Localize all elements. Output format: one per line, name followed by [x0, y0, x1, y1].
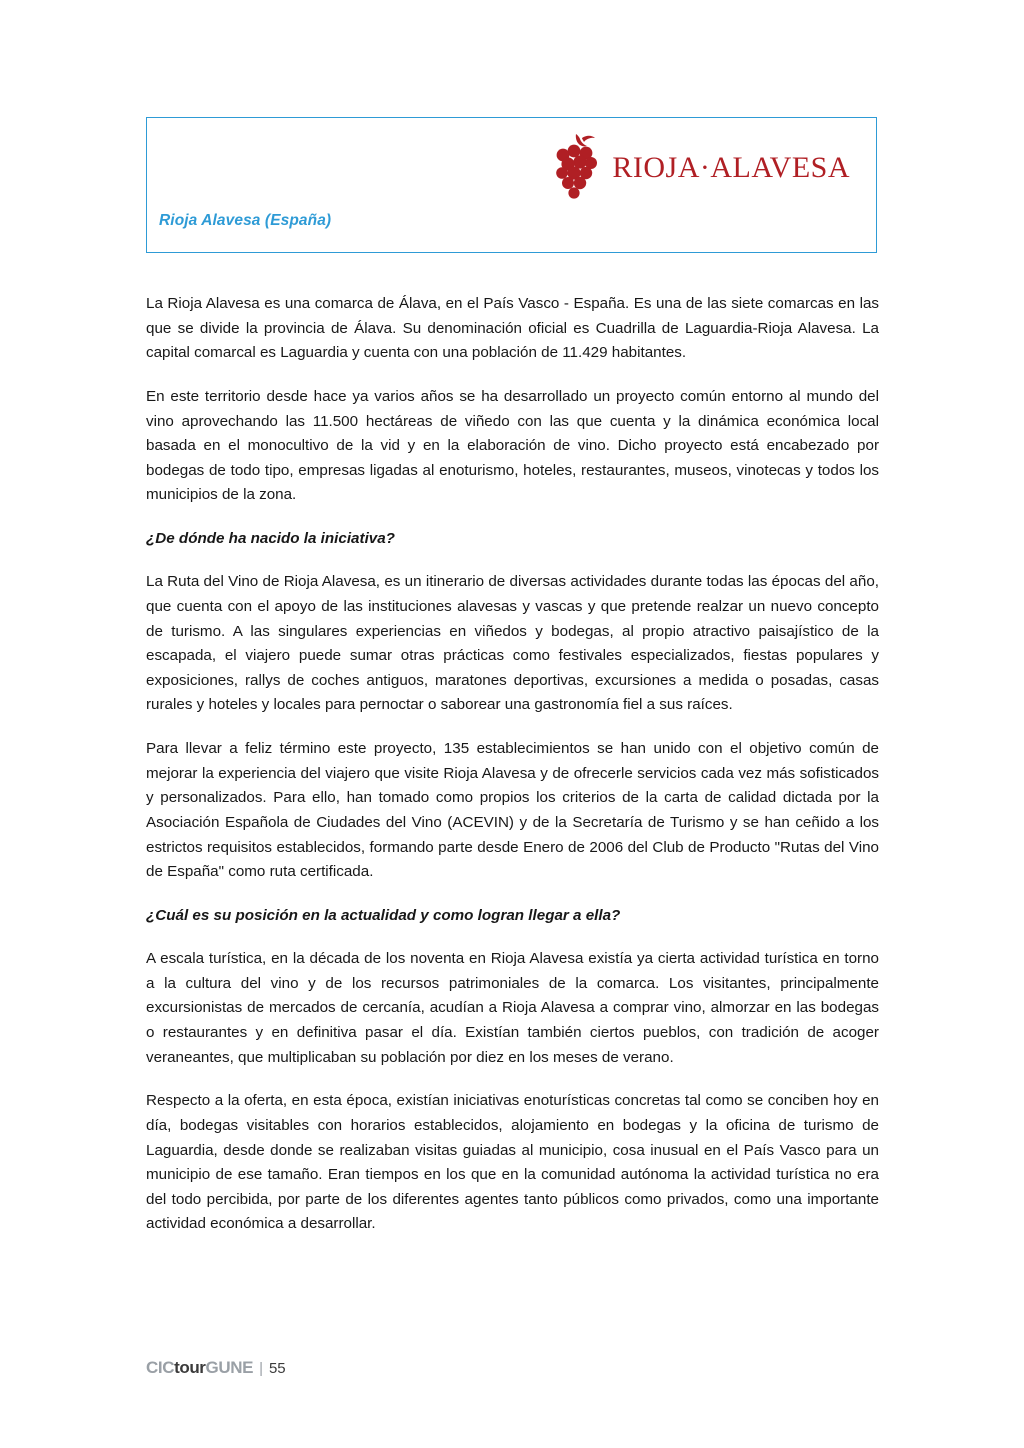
document-body	[146, 292, 879, 1256]
footer-logo	[146, 1358, 253, 1378]
paragraph: La Rioja Alavesa es una comarca de Álava, en el País Vasco - España. Es una de las siete comarcas en las que se divide la provincia de Álava. Su denominación oficial es Cuadrilla de Laguardia-Rioja Alavesa. La capital comarcal es Laguardia y cuenta con una población de 11.429 habitantes.	[146, 295, 879, 362]
rioja-alavesa-logo	[546, 132, 850, 204]
header-box	[146, 117, 877, 253]
footer-logo-part2: tour	[174, 1358, 206, 1377]
page-footer	[146, 1358, 286, 1378]
question-heading: ¿De dónde ha nacido la iniciativa?	[146, 530, 395, 547]
footer-separator: |	[259, 1360, 263, 1377]
footer-logo-part3: GUNE	[205, 1358, 254, 1377]
paragraph: Respecto a la oferta, en esta época, existían iniciativas enoturísticas concretas tal como se conciben hoy en día, bodegas visitables con horarios establecidos, alojamiento en bodegas y la oficina de turismo de Laguardia, desde donde se realizaban visitas guiadas al municipio, cosa inusual en el País Vasco para un municipio de ese tamaño. Eran tiempos en los que en la comunidad autónoma la actividad turística no era del todo percibida, por parte de los diferentes agentes tanto públicos como privados, como una importante actividad económica a desarrollar.	[146, 1092, 879, 1233]
paragraph: La Ruta del Vino de Rioja Alavesa, es un itinerario de diversas actividades durante todas las épocas del año, que cuenta con el apoyo de las instituciones alavesas y vascas y que pretende realzar un nuevo concepto de turismo. A las singulares experiencias en viñedos y bodegas, al propio atractivo paisajístico de la escapada, el viajero puede sumar otras prácticas como festivales especializados, fiestas populares y exposiciones, rallys de coches antiguos, maratones deportivas, excursiones a medida o posadas, casas rurales y hoteles y locales para pernoctar o saborear una gastronomía fiel a sus raíces.	[146, 573, 879, 714]
footer-logo-part1: CIC	[146, 1358, 175, 1377]
paragraph: En este territorio desde hace ya varios años se ha desarrollado un proyecto común entorno al mundo del vino aprovechando las 11.500 hectáreas de viñedo con las que cuenta y la dinámica económica local basada en el monocultivo de la vid y en la elaboración de vino. Dicho proyecto está encabezado por bodegas de todo tipo, empresas ligadas al enoturismo, hoteles, restaurantes, museos, vinotecas y todos los municipios de la zona.	[146, 387, 879, 504]
page-number: 55	[268, 1360, 286, 1377]
section-title: Rioja Alavesa (España)	[159, 212, 332, 229]
grape-cluster-icon	[546, 132, 602, 204]
paragraph: A escala turística, en la década de los noventa en Rioja Alavesa existía ya cierta actividad turística en torno a la cultura del vino y de los recursos patrimoniales de la comarca. Los visitantes, principalmente excursionistas de mercados de cercanía, acudían a Rioja Alavesa a comprar vino, almorzar en las bodegas o restaurantes y en definitiva pasar el día. Existían también ciertos pueblos, con tradición de acoger veraneantes, que multiplicaban su población por diez en los meses de verano.	[146, 950, 879, 1066]
logo-wordmark: RIOJA·ALAVESA	[612, 151, 850, 184]
question-heading: ¿Cuál es su posición en la actualidad y como logran llegar a ella?	[146, 906, 621, 924]
paragraph: Para llevar a feliz término este proyecto, 135 establecimientos se han unido con el objetivo común de mejorar la experiencia del viajero que visite Rioja Alavesa y de ofrecerle servicios cada vez más sofisticados y personalizados. Para ello, han tomado como propios los criterios de la carta de calidad dictada por la Asociación Española de Ciudades del Vino (ACEVIN) y de la Secretaría de Turismo y se han ceñido a los estrictos requisitos establecidos, formando parte desde Enero de 2006 del Club de Producto "Rutas del Vino de España" como ruta certificada.	[146, 740, 879, 881]
